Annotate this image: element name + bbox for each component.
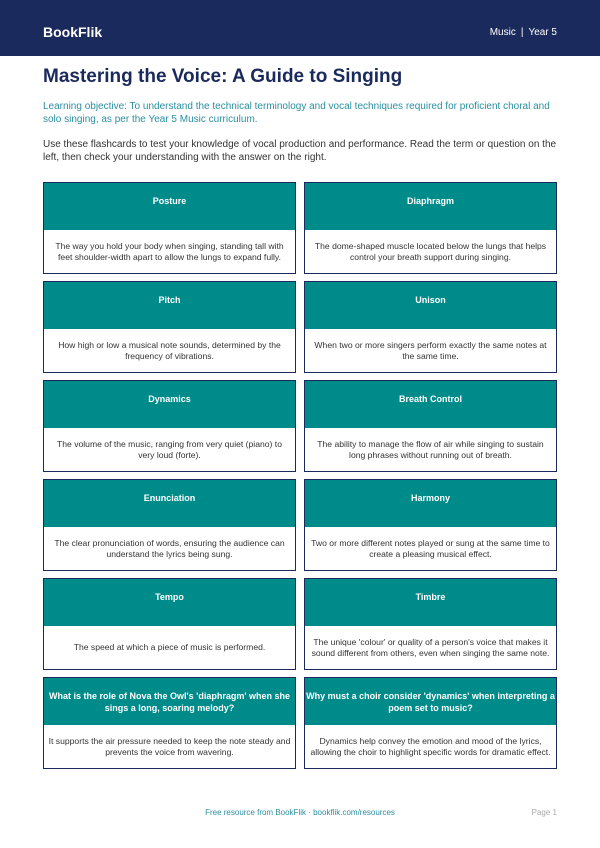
flashcard-answer: It supports the air pressure needed to keep the note steady and prevents the voice from wavering. (48, 735, 291, 757)
flashcard-answer: Two or more different notes played or sung at the same time to create a pleasing musical effect. (311, 537, 550, 559)
flashcard-answer: The unique 'colour' or quality of a person's voice that makes it sound different from others, even when singing the same note. (311, 636, 550, 658)
flashcard (304, 182, 557, 274)
flashcard (304, 578, 557, 670)
flashcard-answer: How high or low a musical note sounds, determined by the frequency of vibrations. (58, 339, 281, 361)
flashcard-answer: The ability to manage the flow of air while singing to sustain long phrases without running out of breath. (317, 438, 544, 460)
flashcard-answer: The way you hold your body when singing, standing tall with feet shoulder-width apart to allow the lungs to expand fully. (55, 240, 284, 262)
subject-label: Music (489, 27, 516, 38)
flashcard (43, 281, 296, 373)
flashcard-answer: Dynamics help convey the emotion and mood of the lyrics, allowing the choir to highlight specific words for dramatic effect. (310, 735, 551, 757)
flashcard (304, 479, 557, 571)
flashcard-term: Unison (305, 282, 556, 329)
brand-logo: BookFlik (43, 24, 103, 40)
flashcard-term: Breath Control (305, 381, 556, 428)
flashcard-term: Tempo (44, 579, 295, 626)
flashcard-term: Timbre (305, 579, 556, 626)
flashcard-grid (43, 182, 557, 769)
intro-text: Use these flashcards to test your knowledge of vocal production and performance. Read the term or question on the left, then check your understanding with the answer on the right. (43, 139, 557, 163)
page-title: Mastering the Voice: A Guide to Singing (43, 66, 403, 87)
header-bar (0, 0, 600, 56)
header-meta (490, 27, 557, 38)
flashcard-question-text: Why must a choir consider 'dynamics' when interpreting a poem set to music? (305, 678, 556, 725)
flashcard-question-text: What is the role of Nova the Owl's 'diaphragm' when she sings a long, soaring melody? (44, 678, 295, 725)
page-number: Page 1 (531, 808, 557, 817)
flashcard-term: Dynamics (44, 381, 295, 428)
flashcard-term: Enunciation (44, 480, 295, 527)
year-label: Year 5 (528, 27, 557, 38)
flashcard-term: Diaphragm (305, 183, 556, 230)
flashcard (304, 380, 557, 472)
flashcard-answer: The speed at which a piece of music is performed. (73, 642, 266, 652)
flashcard (43, 578, 296, 670)
learning-objective: Learning objective: To understand the technical terminology and vocal techniques required for proficient choral and solo singing, as per the Year 5 Music curriculum. (43, 101, 550, 125)
flashcard-answer: The volume of the music, ranging from very quiet (piano) to very loud (forte). (57, 438, 282, 460)
flashcard-answer: When two or more singers perform exactly the same notes at the same time. (314, 339, 547, 361)
flashcard (304, 281, 557, 373)
flashcard (43, 380, 296, 472)
flashcard-question (43, 677, 296, 769)
meta-separator: | (520, 27, 524, 38)
flashcard-answer: The dome-shaped muscle located below the lungs that helps control your breath support during singing. (314, 240, 547, 262)
flashcard-term: Pitch (44, 282, 295, 329)
flashcard-term: Posture (44, 183, 295, 230)
footer-link[interactable]: Free resource from BookFlik · bookflik.com/resources (205, 808, 395, 817)
flashcard-question (304, 677, 557, 769)
flashcard-term: Harmony (305, 480, 556, 527)
flashcard (43, 182, 296, 274)
flashcard (43, 479, 296, 571)
flashcard-answer: The clear pronunciation of words, ensuring the audience can understand the lyrics being sung. (54, 537, 285, 559)
